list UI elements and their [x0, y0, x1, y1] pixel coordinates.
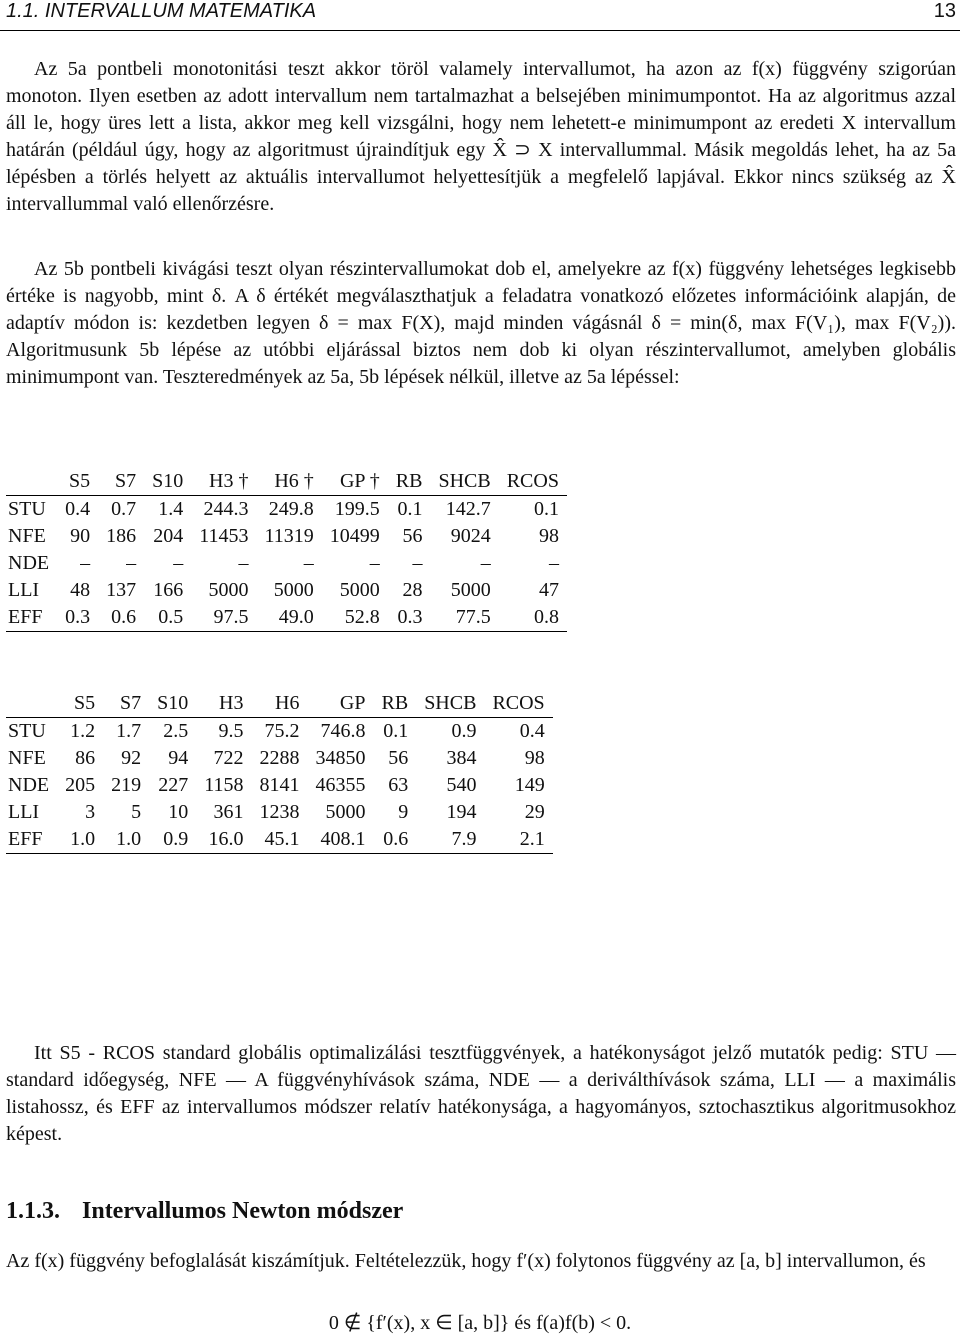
table-cell: 2288	[259, 747, 300, 769]
running-header	[6, 0, 956, 26]
row-label: NFE	[8, 525, 46, 547]
table-header-cell: H6 †	[257, 468, 322, 496]
table-cell: 56	[402, 525, 423, 547]
table-cell: 0.9	[451, 720, 477, 742]
row-label: LLI	[8, 801, 40, 823]
table-cell: 5000	[325, 801, 366, 823]
table-cell: 45.1	[252, 826, 308, 854]
table-header-cell: S10	[149, 690, 196, 718]
row-label: STU	[8, 720, 46, 742]
table-cell: 56	[388, 747, 409, 769]
table-row	[6, 745, 553, 772]
row-label: LLI	[8, 579, 40, 601]
table-row	[6, 826, 553, 854]
table-header-cell: S5	[57, 468, 98, 496]
table-cell: –	[80, 552, 91, 574]
row-label: EFF	[6, 826, 57, 854]
table-cell: 244.3	[203, 498, 249, 520]
paragraph-monotonicity: Az 5a pontbeli monotonitási teszt akkor töröl valamely intervallumot, ha azon az f(x) függvény szigorúan monoton. Ilyen esetben az adott intervallum nem tartalmazhat a belsejében minimumpontot. Ha az algoritmus azzal áll le, hogy üres lett a lista, akkor meg kell vizsgálni, hogy nem lehetett-e minimumpont az eredeti X intervallum határán (például úgy, hogy az algoritmust újraindítjuk egy X̂ ⊃ X intervallummal. Másik megoldás lehet, ha az 5a lépésben a törlés helyett az aktuális intervallumot helyettesítjük a megfelelő lapjával. Ekkor nincs szükség az X̂ intervallummal való ellenőrzésre.	[6, 58, 956, 215]
table-cell: 63	[388, 774, 409, 796]
table-cell: 46355	[315, 774, 366, 796]
table-cell: 28	[402, 579, 423, 601]
table-row	[6, 799, 553, 826]
table-header-cell: GP †	[322, 468, 388, 496]
table-cell: 5000	[273, 579, 314, 601]
table-cell: 5000	[208, 579, 249, 601]
table-header-cell: H3 †	[191, 468, 256, 496]
table-cell: 8141	[259, 774, 300, 796]
paragraph-cutoff: Az 5b pontbeli kivágási teszt olyan részintervallumokat dob el, amelyekre az f(x) függvény lehetséges legkisebb értéke is nagyobb, mint δ. A δ értékét megválaszthatjuk a feladatra vonatkozó előzetes információink alapján, de adaptív módon is: kezdetben legyen δ = max F(X), majd minden vágásnál δ = min(δ, max F(V₁), max F(V₂)). Algoritmusunk 5b lépése az utóbbi eljárással biztos nem dob ki olyan részintervallumot, amelyben globális minimumpont van. Teszteredmények az 5a, 5b lépések nélkül, illetve az 5a lépéssel:	[6, 258, 956, 388]
table-cell: 48	[70, 579, 91, 601]
table-cell: 77.5	[430, 604, 498, 632]
table-cell: 194	[446, 801, 477, 823]
table-header-cell: RB	[388, 468, 431, 496]
table-header-cell: SHCB	[430, 468, 498, 496]
table-row	[6, 523, 567, 550]
table-header-cell	[6, 468, 57, 496]
table-cell: –	[303, 552, 314, 574]
row-label: STU	[8, 498, 46, 520]
table-header-cell: H3	[196, 690, 251, 718]
table-cell: 2.1	[484, 826, 552, 854]
chapter-title: 1.1. INTERVALLUM MATEMATIKA	[6, 0, 317, 22]
section-title: Intervallumos Newton módszer	[82, 1198, 404, 1224]
table-cell: 98	[524, 747, 545, 769]
paragraph-legend: Itt S5 - RCOS standard globális optimalizálási tesztfüggvények, a hatékonyságot jelző mutatók pedig: STU — standard időegység, NFE — A függvényhívások száma, NDE — a deriválthívások száma, LLI — a maximális listahossz, és EFF az intervallumos módszer relatív hatékonysága, a hagyományos, sztochasztikus algoritmusokhoz képest.	[6, 1042, 956, 1145]
table-cell: 97.5	[191, 604, 256, 632]
table-cell: 166	[153, 579, 184, 601]
table-header-cell: SHCB	[416, 690, 484, 718]
table-row	[6, 718, 553, 746]
table-header-cell: S7	[98, 468, 144, 496]
table-cell: 34850	[315, 747, 366, 769]
table-cell: –	[480, 552, 491, 574]
table-cell: 3	[85, 801, 96, 823]
row-label: NDE	[8, 552, 50, 574]
table-cell: 98	[538, 525, 559, 547]
table-cell: 11319	[264, 525, 314, 547]
results-table-with-5a	[6, 690, 553, 854]
table-cell: 0.1	[533, 498, 559, 520]
table-cell: –	[412, 552, 423, 574]
table-cell: –	[238, 552, 249, 574]
table-header-cell: RB	[374, 690, 417, 718]
table-cell: 384	[446, 747, 477, 769]
table-cell: 249.8	[268, 498, 314, 520]
table-header-cell: GP	[308, 690, 374, 718]
table-header-cell: S5	[57, 690, 103, 718]
table-cell: 137	[106, 579, 137, 601]
table-cell: 408.1	[308, 826, 374, 854]
table-cell: 361	[213, 801, 244, 823]
table-header-cell: RCOS	[484, 690, 552, 718]
table-cell: 1.0	[57, 826, 103, 854]
table-cell: 7.9	[416, 826, 484, 854]
row-label: EFF	[6, 604, 57, 632]
page-number: 13	[933, 0, 956, 22]
table-cell: 1.7	[116, 720, 142, 742]
table-header-row	[6, 468, 567, 496]
table-header-cell: RCOS	[499, 468, 567, 496]
table-cell: 219	[111, 774, 142, 796]
display-formula: 0 ∉ {f′(x), x ∈ [a, b]} és f(a)f(b) < 0.	[328, 1312, 632, 1334]
table-cell: 49.0	[257, 604, 322, 632]
table-cell: 0.3	[388, 604, 431, 632]
table-cell: 10499	[329, 525, 380, 547]
table-cell: 5000	[339, 579, 380, 601]
table-cell: 9.5	[218, 720, 244, 742]
table-cell: 47	[538, 579, 559, 601]
row-label: NDE	[8, 774, 50, 796]
table-cell: 90	[70, 525, 91, 547]
table-row	[6, 604, 567, 632]
table-cell: –	[548, 552, 559, 574]
table-cell: 0.9	[149, 826, 196, 854]
table-header-cell: S7	[103, 690, 149, 718]
table-cell: 0.1	[397, 498, 423, 520]
table-header-cell: S10	[144, 468, 191, 496]
table-cell: 0.6	[98, 604, 144, 632]
row-label: NFE	[8, 747, 46, 769]
table-cell: 5000	[450, 579, 491, 601]
section-heading	[6, 1198, 403, 1225]
table-cell: 29	[524, 801, 545, 823]
table-row	[6, 772, 553, 799]
table-cell: 227	[158, 774, 189, 796]
table-cell: 142.7	[445, 498, 491, 520]
table-cell: 2.5	[163, 720, 189, 742]
table-cell: 204	[153, 525, 184, 547]
table-cell: 722	[213, 747, 244, 769]
table-cell: 16.0	[196, 826, 251, 854]
table-cell: 86	[75, 747, 96, 769]
table-cell: 540	[446, 774, 477, 796]
table-cell: 94	[168, 747, 189, 769]
table-cell: 0.1	[383, 720, 409, 742]
table-cell: 0.4	[65, 498, 91, 520]
table-row	[6, 550, 567, 577]
table-cell: 205	[65, 774, 96, 796]
table-cell: 1238	[259, 801, 300, 823]
table-cell: 0.5	[144, 604, 191, 632]
table-cell: 9024	[450, 525, 491, 547]
table-cell: –	[369, 552, 380, 574]
table-header-cell: H6	[252, 690, 308, 718]
table-cell: 746.8	[320, 720, 366, 742]
table-row	[6, 577, 567, 604]
table-header-cell	[6, 690, 57, 718]
table-cell: 0.8	[499, 604, 567, 632]
table-cell: 1.0	[103, 826, 149, 854]
table-cell: 9	[398, 801, 409, 823]
table-cell: –	[126, 552, 137, 574]
table-cell: 186	[106, 525, 137, 547]
table-cell: 1.2	[70, 720, 96, 742]
table-cell: 0.4	[519, 720, 545, 742]
table-row	[6, 496, 567, 524]
section-number: 1.1.3.	[6, 1198, 60, 1224]
table-cell: 0.6	[374, 826, 417, 854]
results-table-without-5a	[6, 468, 567, 632]
table-cell: 92	[121, 747, 142, 769]
table-cell: 149	[514, 774, 545, 796]
table-cell: 75.2	[264, 720, 300, 742]
header-rule	[0, 30, 960, 31]
table-cell: 5	[131, 801, 142, 823]
table-cell: 52.8	[322, 604, 388, 632]
table-cell: –	[173, 552, 184, 574]
table-cell: 199.5	[334, 498, 380, 520]
paragraph-newton-intro: Az f(x) függvény befoglalását kiszámítjuk. Feltételezzük, hogy f′(x) folytonos függvény az [a, b] intervallumon, és	[6, 1250, 926, 1272]
table-cell: 0.7	[111, 498, 137, 520]
table-cell: 1158	[204, 774, 244, 796]
table-cell: 11453	[199, 525, 249, 547]
table-cell: 0.3	[57, 604, 98, 632]
table-header-row	[6, 690, 553, 718]
table-cell: 10	[168, 801, 189, 823]
table-cell: 1.4	[158, 498, 184, 520]
